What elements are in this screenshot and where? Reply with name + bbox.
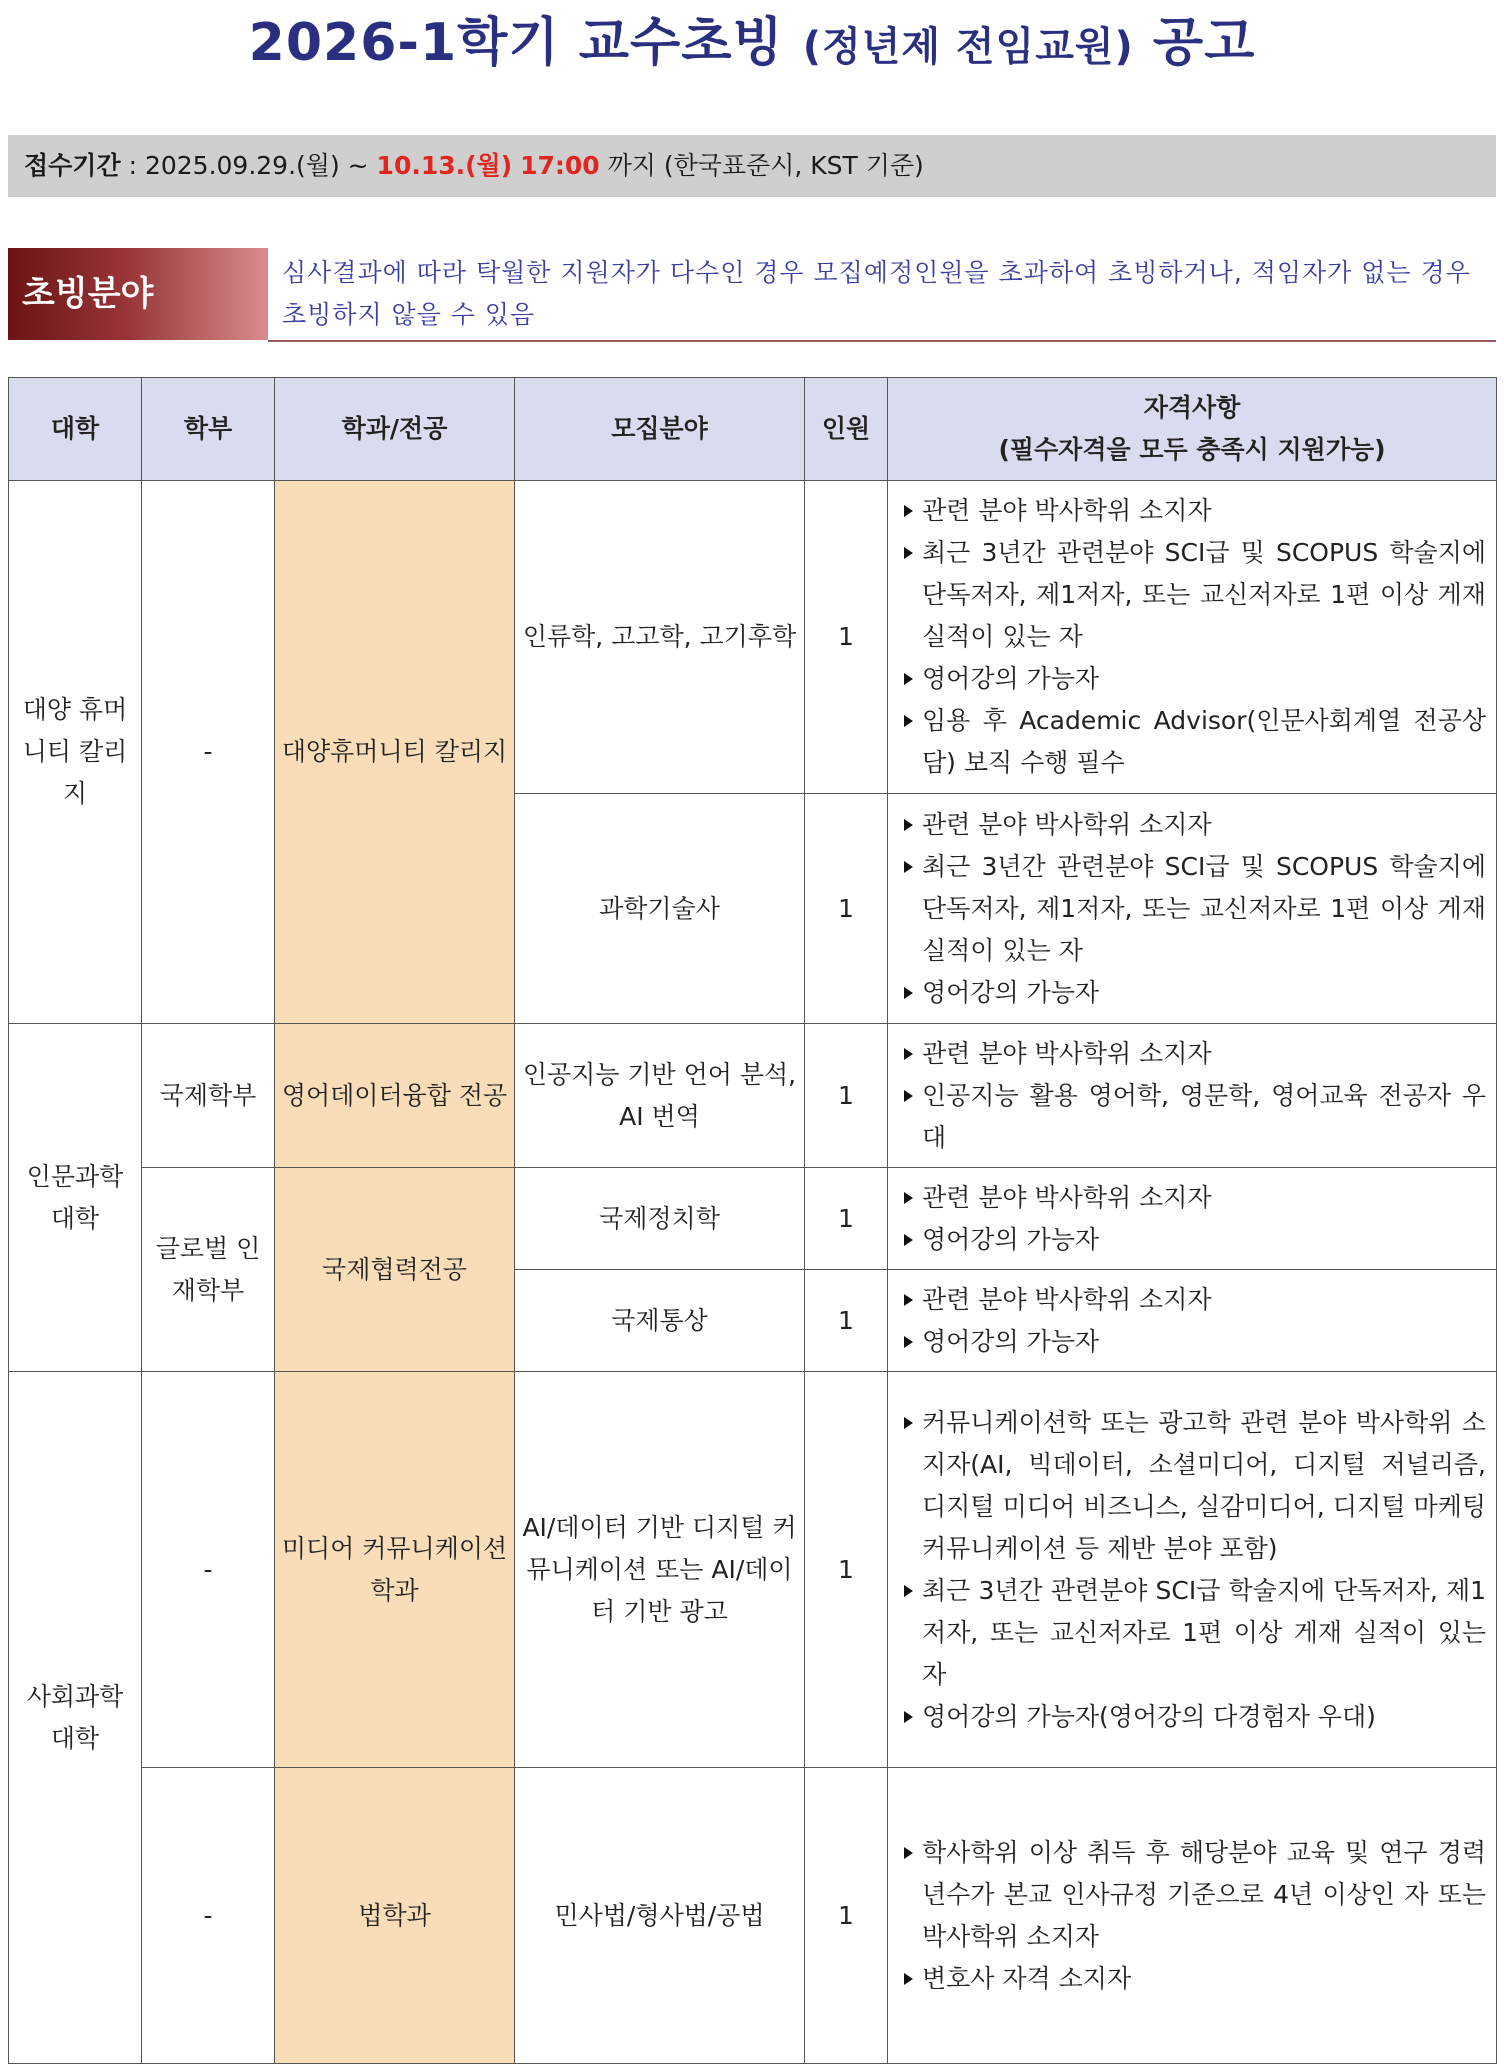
cell-qualifications <box>888 1768 1497 2064</box>
qualification-item: 관련 분야 박사학위 소지자 <box>900 490 1486 532</box>
cell-area: 국제정치학 <box>515 1168 805 1270</box>
qualification-item: 인공지능 활용 영어학, 영문학, 영어교육 전공자 우대 <box>900 1075 1486 1159</box>
cell-dept: 법학과 <box>275 1768 515 2064</box>
header-college: 대학 <box>9 378 142 481</box>
qualification-list <box>900 804 1486 1014</box>
cell-qualifications <box>888 794 1497 1024</box>
cell-qualifications <box>888 481 1497 794</box>
qualification-item: 최근 3년간 관련분야 SCI급 및 SCOPUS 학술지에 단독저자, 제1저자, 또는 교신저자로 1편 이상 게재 실적이 있는 자 <box>900 532 1486 658</box>
period-separator: : <box>128 151 137 180</box>
qualification-item: 학사학위 이상 취득 후 해당분야 교육 및 연구 경력년수가 본교 인사규정 기준으로 4년 이상인 자 또는 박사학위 소지자 <box>900 1832 1486 1958</box>
page-subtitle: (정년제 전임교원) <box>802 24 1134 70</box>
qualification-list <box>900 1177 1486 1261</box>
table-row <box>9 1768 1497 2064</box>
qualification-list <box>900 490 1486 784</box>
section-divider <box>268 340 1496 342</box>
qualification-list <box>900 1033 1486 1159</box>
cell-college: 사회과학 대학 <box>9 1372 142 2064</box>
qualification-item: 최근 3년간 관련분야 SCI급 및 SCOPUS 학술지에 단독저자, 제1저자, 또는 교신저자로 1편 이상 게재 실적이 있는 자 <box>900 846 1486 972</box>
section-heading: 초빙분야 <box>8 248 268 340</box>
table-row <box>9 1168 1497 1270</box>
qualification-item: 커뮤니케이션학 또는 광고학 관련 분야 박사학위 소지자(AI, 빅데이터, 소셜미디어, 디지털 저널리즘, 디지털 미디어 비즈니스, 실감미디어, 디지털 마케팅 커뮤니케이션 등 제반 분야 포함) <box>900 1402 1486 1570</box>
section-note: 심사결과에 따라 탁월한 지원자가 다수인 경우 모집예정인원을 초과하여 초빙하거나, 적임자가 없는 경우 초빙하지 않을 수 있음 <box>282 258 1471 329</box>
recruitment-table <box>8 377 1497 2064</box>
header-qualifications <box>888 378 1497 481</box>
cell-area: AI/데이터 기반 디지털 커뮤니케이션 또는 AI/데이터 기반 광고 <box>515 1372 805 1768</box>
qualification-item: 변호사 자격 소지자 <box>900 1958 1486 2000</box>
cell-area: 국제통상 <box>515 1270 805 1372</box>
qualification-item: 영어강의 가능자(영어강의 다경험자 우대) <box>900 1696 1486 1738</box>
qualification-item: 최근 3년간 관련분야 SCI급 학술지에 단독저자, 제1저자, 또는 교신저자로 1편 이상 게재 실적이 있는 자 <box>900 1570 1486 1696</box>
qualification-list <box>900 1279 1486 1363</box>
cell-count: 1 <box>805 481 888 794</box>
page-title: 2026-1학기 교수초빙 (정년제 전임교원) 공고 <box>248 13 1256 73</box>
period-deadline-date: 10.13.(월) <box>376 151 513 180</box>
cell-qualifications <box>888 1270 1497 1372</box>
qualification-list <box>900 1402 1486 1738</box>
qualification-item: 관련 분야 박사학위 소지자 <box>900 1279 1486 1321</box>
table-header-row <box>9 378 1497 481</box>
cell-area: 과학기술사 <box>515 794 805 1024</box>
cell-area: 인류학, 고고학, 고기후학 <box>515 481 805 794</box>
cell-division: - <box>142 1372 275 1768</box>
cell-dept: 영어데이터융합 전공 <box>275 1024 515 1168</box>
cell-dept: 대양휴머니티 칼리지 <box>275 481 515 1024</box>
period-label: 접수기간 <box>24 151 121 180</box>
period-deadline-time: 17:00 <box>520 151 600 180</box>
cell-dept: 미디어 커뮤니케이션학과 <box>275 1372 515 1768</box>
qualification-item: 관련 분야 박사학위 소지자 <box>900 1177 1486 1219</box>
cell-count: 1 <box>805 1168 888 1270</box>
cell-count: 1 <box>805 1768 888 2064</box>
header-division: 학부 <box>142 378 275 481</box>
table-row <box>9 1372 1497 1768</box>
qualification-item: 임용 후 Academic Advisor(인문사회계열 전공상담) 보직 수행 필수 <box>900 700 1486 784</box>
cell-division: 글로벌 인재학부 <box>142 1168 275 1372</box>
header-qual-line1: 자격사항 <box>1143 393 1241 422</box>
qualification-list <box>900 1832 1486 2000</box>
header-qual-line2: (필수자격을 모두 충족시 지원가능) <box>998 435 1386 464</box>
cell-area: 민사법/형사법/공법 <box>515 1768 805 2064</box>
qualification-item: 영어강의 가능자 <box>900 972 1486 1014</box>
cell-count: 1 <box>805 794 888 1024</box>
qualification-item: 관련 분야 박사학위 소지자 <box>900 1033 1486 1075</box>
header-count: 인원 <box>805 378 888 481</box>
header-area: 모집분야 <box>515 378 805 481</box>
cell-division: 국제학부 <box>142 1024 275 1168</box>
qualification-item: 영어강의 가능자 <box>900 1321 1486 1363</box>
cell-qualifications <box>888 1168 1497 1270</box>
qualification-item: 관련 분야 박사학위 소지자 <box>900 804 1486 846</box>
header-dept: 학과/전공 <box>275 378 515 481</box>
qualification-item: 영어강의 가능자 <box>900 1219 1486 1261</box>
cell-college: 인문과학 대학 <box>9 1024 142 1372</box>
cell-college: 대양 휴머니티 칼리지 <box>9 481 142 1024</box>
cell-division: - <box>142 1768 275 2064</box>
cell-dept: 국제협력전공 <box>275 1168 515 1372</box>
period-start: 2025.09.29.(월) ~ <box>144 151 369 180</box>
cell-count: 1 <box>805 1024 888 1168</box>
table-row <box>9 1024 1497 1168</box>
cell-qualifications <box>888 1372 1497 1768</box>
period-suffix: 까지 (한국표준시, KST 기준) <box>607 151 924 180</box>
cell-count: 1 <box>805 1270 888 1372</box>
application-period <box>8 135 1496 197</box>
cell-count: 1 <box>805 1372 888 1768</box>
cell-qualifications <box>888 1024 1497 1168</box>
table-row <box>9 481 1497 794</box>
qualification-item: 영어강의 가능자 <box>900 658 1486 700</box>
cell-area: 인공지능 기반 언어 분석, AI 번역 <box>515 1024 805 1168</box>
cell-division: - <box>142 481 275 1024</box>
